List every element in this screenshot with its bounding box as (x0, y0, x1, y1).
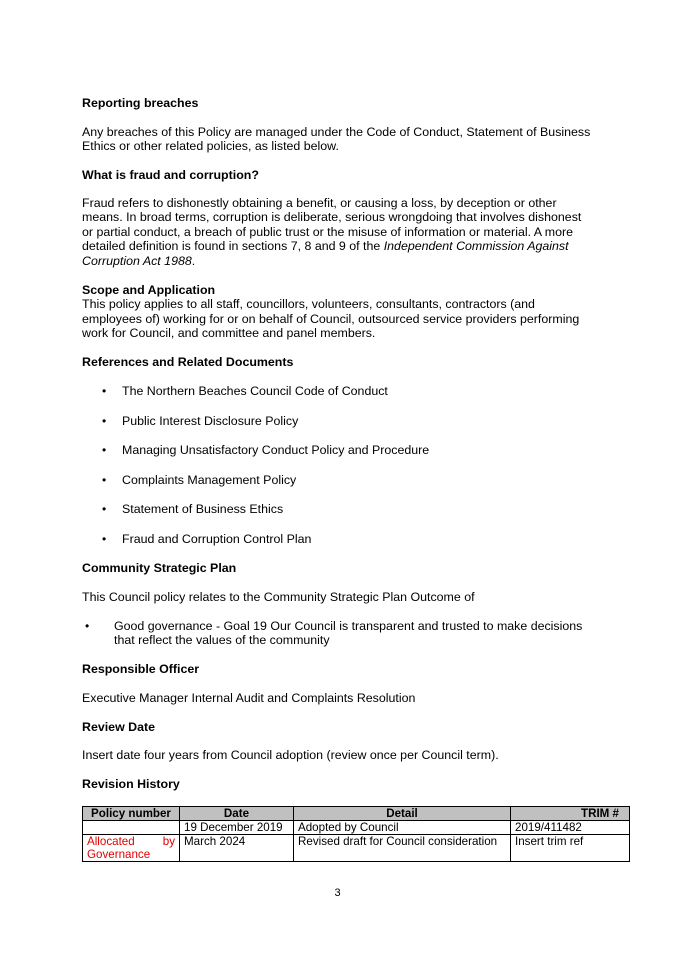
heading-community-strategic-plan: Community Strategic Plan (82, 561, 237, 575)
heading-responsible-officer: Responsible Officer (82, 662, 200, 676)
column-header: Date (180, 807, 294, 821)
fraud-line-4-text: detailed definition is found in sections 7, 8 and 9 of the (82, 239, 384, 253)
bullet-icon: • (102, 473, 107, 487)
table-header-row (83, 807, 630, 821)
table-cell: 2019/411482 (511, 821, 630, 835)
bullet-icon: • (85, 619, 90, 633)
act-name-part-2: Corruption Act 1988 (82, 254, 192, 268)
fraud-line-1: Fraud refers to dishonestly obtaining a benefit, or causing a loss, by deception or other (82, 196, 557, 210)
scope-line-3: work for Council, and committee and panel members. (82, 326, 376, 340)
csp-item-line-1: Good governance - Goal 19 Our Council is transparent and trusted to make decisions (114, 619, 583, 633)
heading-scope-application: Scope and Application (82, 283, 216, 297)
reporting-line-2: Ethics or other related policies, as listed below. (82, 139, 339, 153)
column-header: Detail (294, 807, 511, 821)
reference-item: Statement of Business Ethics (122, 502, 284, 516)
scope-line-1: This policy applies to all staff, councillors, volunteers, consultants, contractors (and (82, 297, 535, 311)
reporting-line-1: Any breaches of this Policy are managed under the Code of Conduct, Statement of Business (82, 125, 591, 139)
table-row (83, 821, 630, 835)
column-header: TRIM # (511, 807, 630, 821)
reference-item: Managing Unsatisfactory Conduct Policy and Procedure (122, 443, 430, 457)
bullet-icon: • (102, 414, 107, 428)
bullet-icon: • (102, 384, 107, 398)
table-cell (83, 821, 180, 835)
column-header: Policy number (83, 807, 180, 821)
fraud-line-3: or partial conduct, a breach of public trust or the misuse of information or material. A more (82, 225, 574, 239)
table-cell: March 2024 (180, 835, 294, 862)
scope-line-2: employees of) working for or on behalf of Council, outsourced service providers performing (82, 312, 580, 326)
table-cell-placeholder: Allocated by Governance (83, 835, 180, 862)
revision-history-table (82, 806, 630, 862)
fraud-line-4 (82, 239, 602, 253)
heading-revision-history: Revision History (82, 777, 180, 791)
table-cell: Adopted by Council (294, 821, 511, 835)
bullet-icon: • (102, 443, 107, 457)
reference-item: Fraud and Corruption Control Plan (122, 532, 312, 546)
fraud-line-2: means. In broad terms, corruption is deliberate, serious wrongdoing that involves dishonest (82, 210, 582, 224)
fraud-line-5-end: . (191, 254, 196, 268)
bullet-icon: • (102, 502, 107, 516)
page-number: 3 (334, 887, 341, 899)
heading-review-date: Review Date (82, 720, 156, 734)
table-cell: Insert trim ref (511, 835, 630, 862)
csp-intro: This Council policy relates to the Community Strategic Plan Outcome of (82, 590, 475, 604)
act-name-part-1: Independent Commission Against (383, 239, 569, 253)
reference-item: The Northern Beaches Council Code of Conduct (122, 384, 388, 398)
fraud-line-5 (82, 254, 602, 268)
heading-fraud-corruption: What is fraud and corruption? (82, 168, 259, 182)
heading-references: References and Related Documents (82, 355, 294, 369)
responsible-officer-text: Executive Manager Internal Audit and Complaints Resolution (82, 691, 416, 705)
csp-item-line-2: that reflect the values of the community (114, 633, 330, 647)
reference-item: Complaints Management Policy (122, 473, 297, 487)
table-row (83, 835, 630, 862)
table-cell: 19 December 2019 (180, 821, 294, 835)
bullet-icon: • (102, 532, 107, 546)
review-date-text: Insert date four years from Council adoption (review once per Council term). (82, 748, 499, 762)
heading-reporting-breaches: Reporting breaches (82, 96, 199, 110)
reference-item: Public Interest Disclosure Policy (122, 414, 299, 428)
table-cell: Revised draft for Council consideration (294, 835, 511, 862)
